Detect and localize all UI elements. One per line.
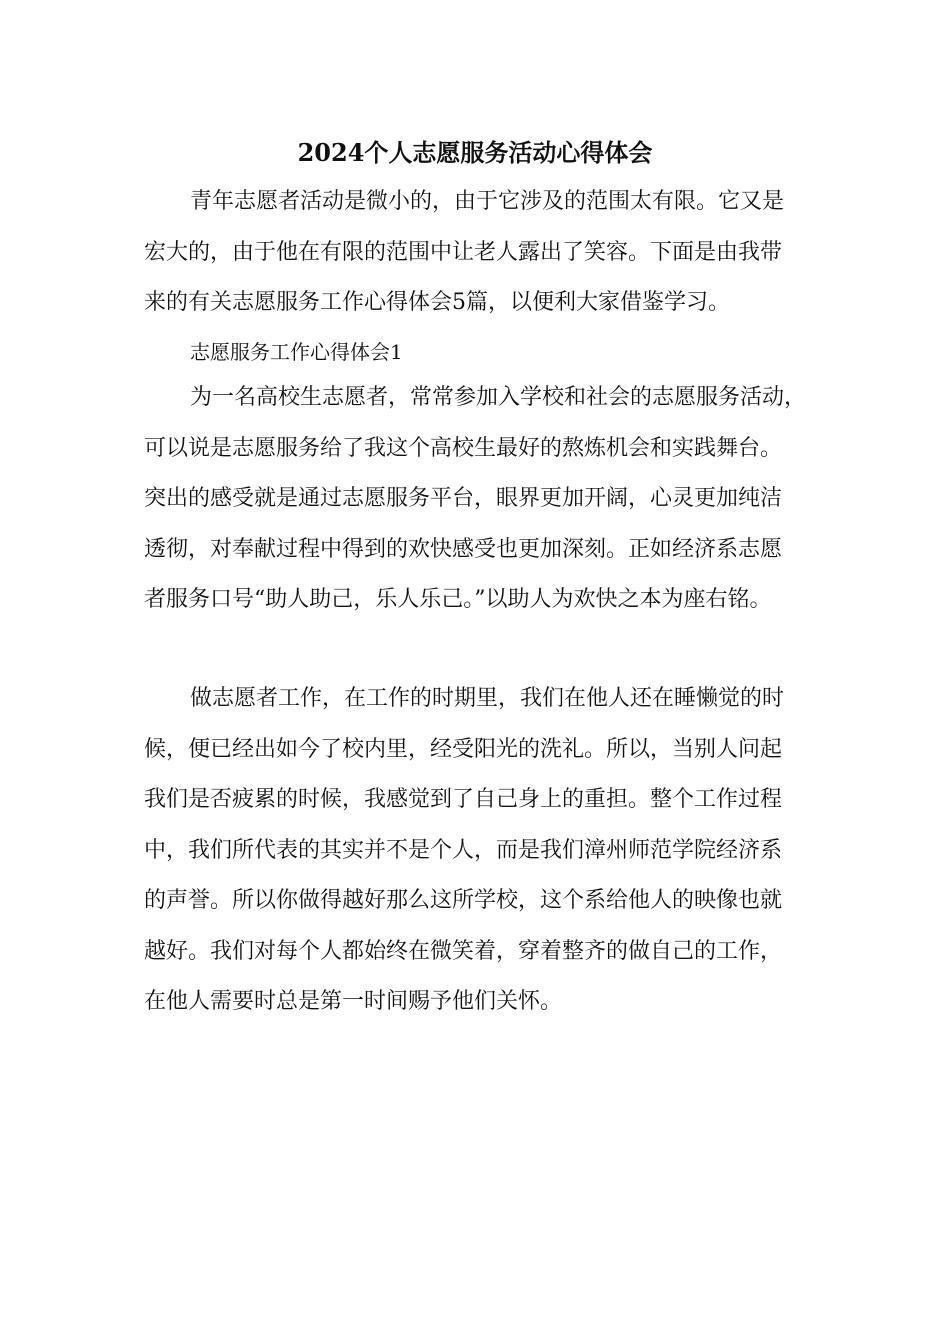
intro-paragraph	[144, 177, 814, 329]
paragraph-line: 宏大的，由于他在有限的范围中让老人露出了笑容。下面是由我带	[144, 239, 783, 265]
paragraph-line: 中，我们所代表的其实并不是个人，而是我们漳州师范学院经济系	[144, 837, 783, 863]
paragraph-line: 越好。我们对每个人都始终在微笑着，穿着整齐的做自己的工作，	[144, 938, 783, 964]
paragraph-line: 我们是否疲累的时候，我感觉到了自己身上的重担。整个工作过程	[144, 787, 783, 812]
paragraph-line: 为一名高校生志愿者，常常参加入学校和社会的志愿服务活动，	[190, 385, 807, 410]
paragraph-line: 在他人需要时总是第一时间赐予他们关怀。	[144, 989, 563, 1014]
section1-paragraph-1	[144, 373, 814, 626]
paragraph-line: 来的有关志愿服务工作心得体会5篇，以便利大家借鉴学习。	[144, 290, 730, 315]
section1-paragraph-2	[144, 674, 814, 1028]
paragraph-line: 的声誉。所以你做得越好那么这所学校，这个系给他人的映像也就	[144, 888, 783, 913]
paragraph-line: 青年志愿者活动是微小的，由于它涉及的范围太有限。它又是	[190, 189, 785, 214]
paragraph-line: 可以说是志愿服务给了我这个高校生最好的熬炼机会和实践舞台。	[144, 435, 783, 461]
paragraph-line: 透彻，对奉献过程中得到的欢快感受也更加深刻。正如经济系志愿	[144, 536, 783, 562]
document-title: 2024个人志愿服务活动心得体会	[297, 138, 653, 167]
paragraph-line: 做志愿者工作，在工作的时期里，我们在他人还在睡懒觉的时	[190, 686, 785, 711]
paragraph-line: 候，便已经出如今了校内里，经受阳光的洗礼。所以，当别人问起	[144, 736, 783, 762]
paragraph-line: 者服务口号“助人助己，乐人乐己。”以助人为欢快之本为座右铭。	[144, 587, 772, 612]
paragraph-line: 突出的感受就是通过志愿服务平台，眼界更加开阔，心灵更加纯洁	[144, 486, 783, 511]
section-heading: 志愿服务工作心得体会1	[190, 340, 403, 364]
